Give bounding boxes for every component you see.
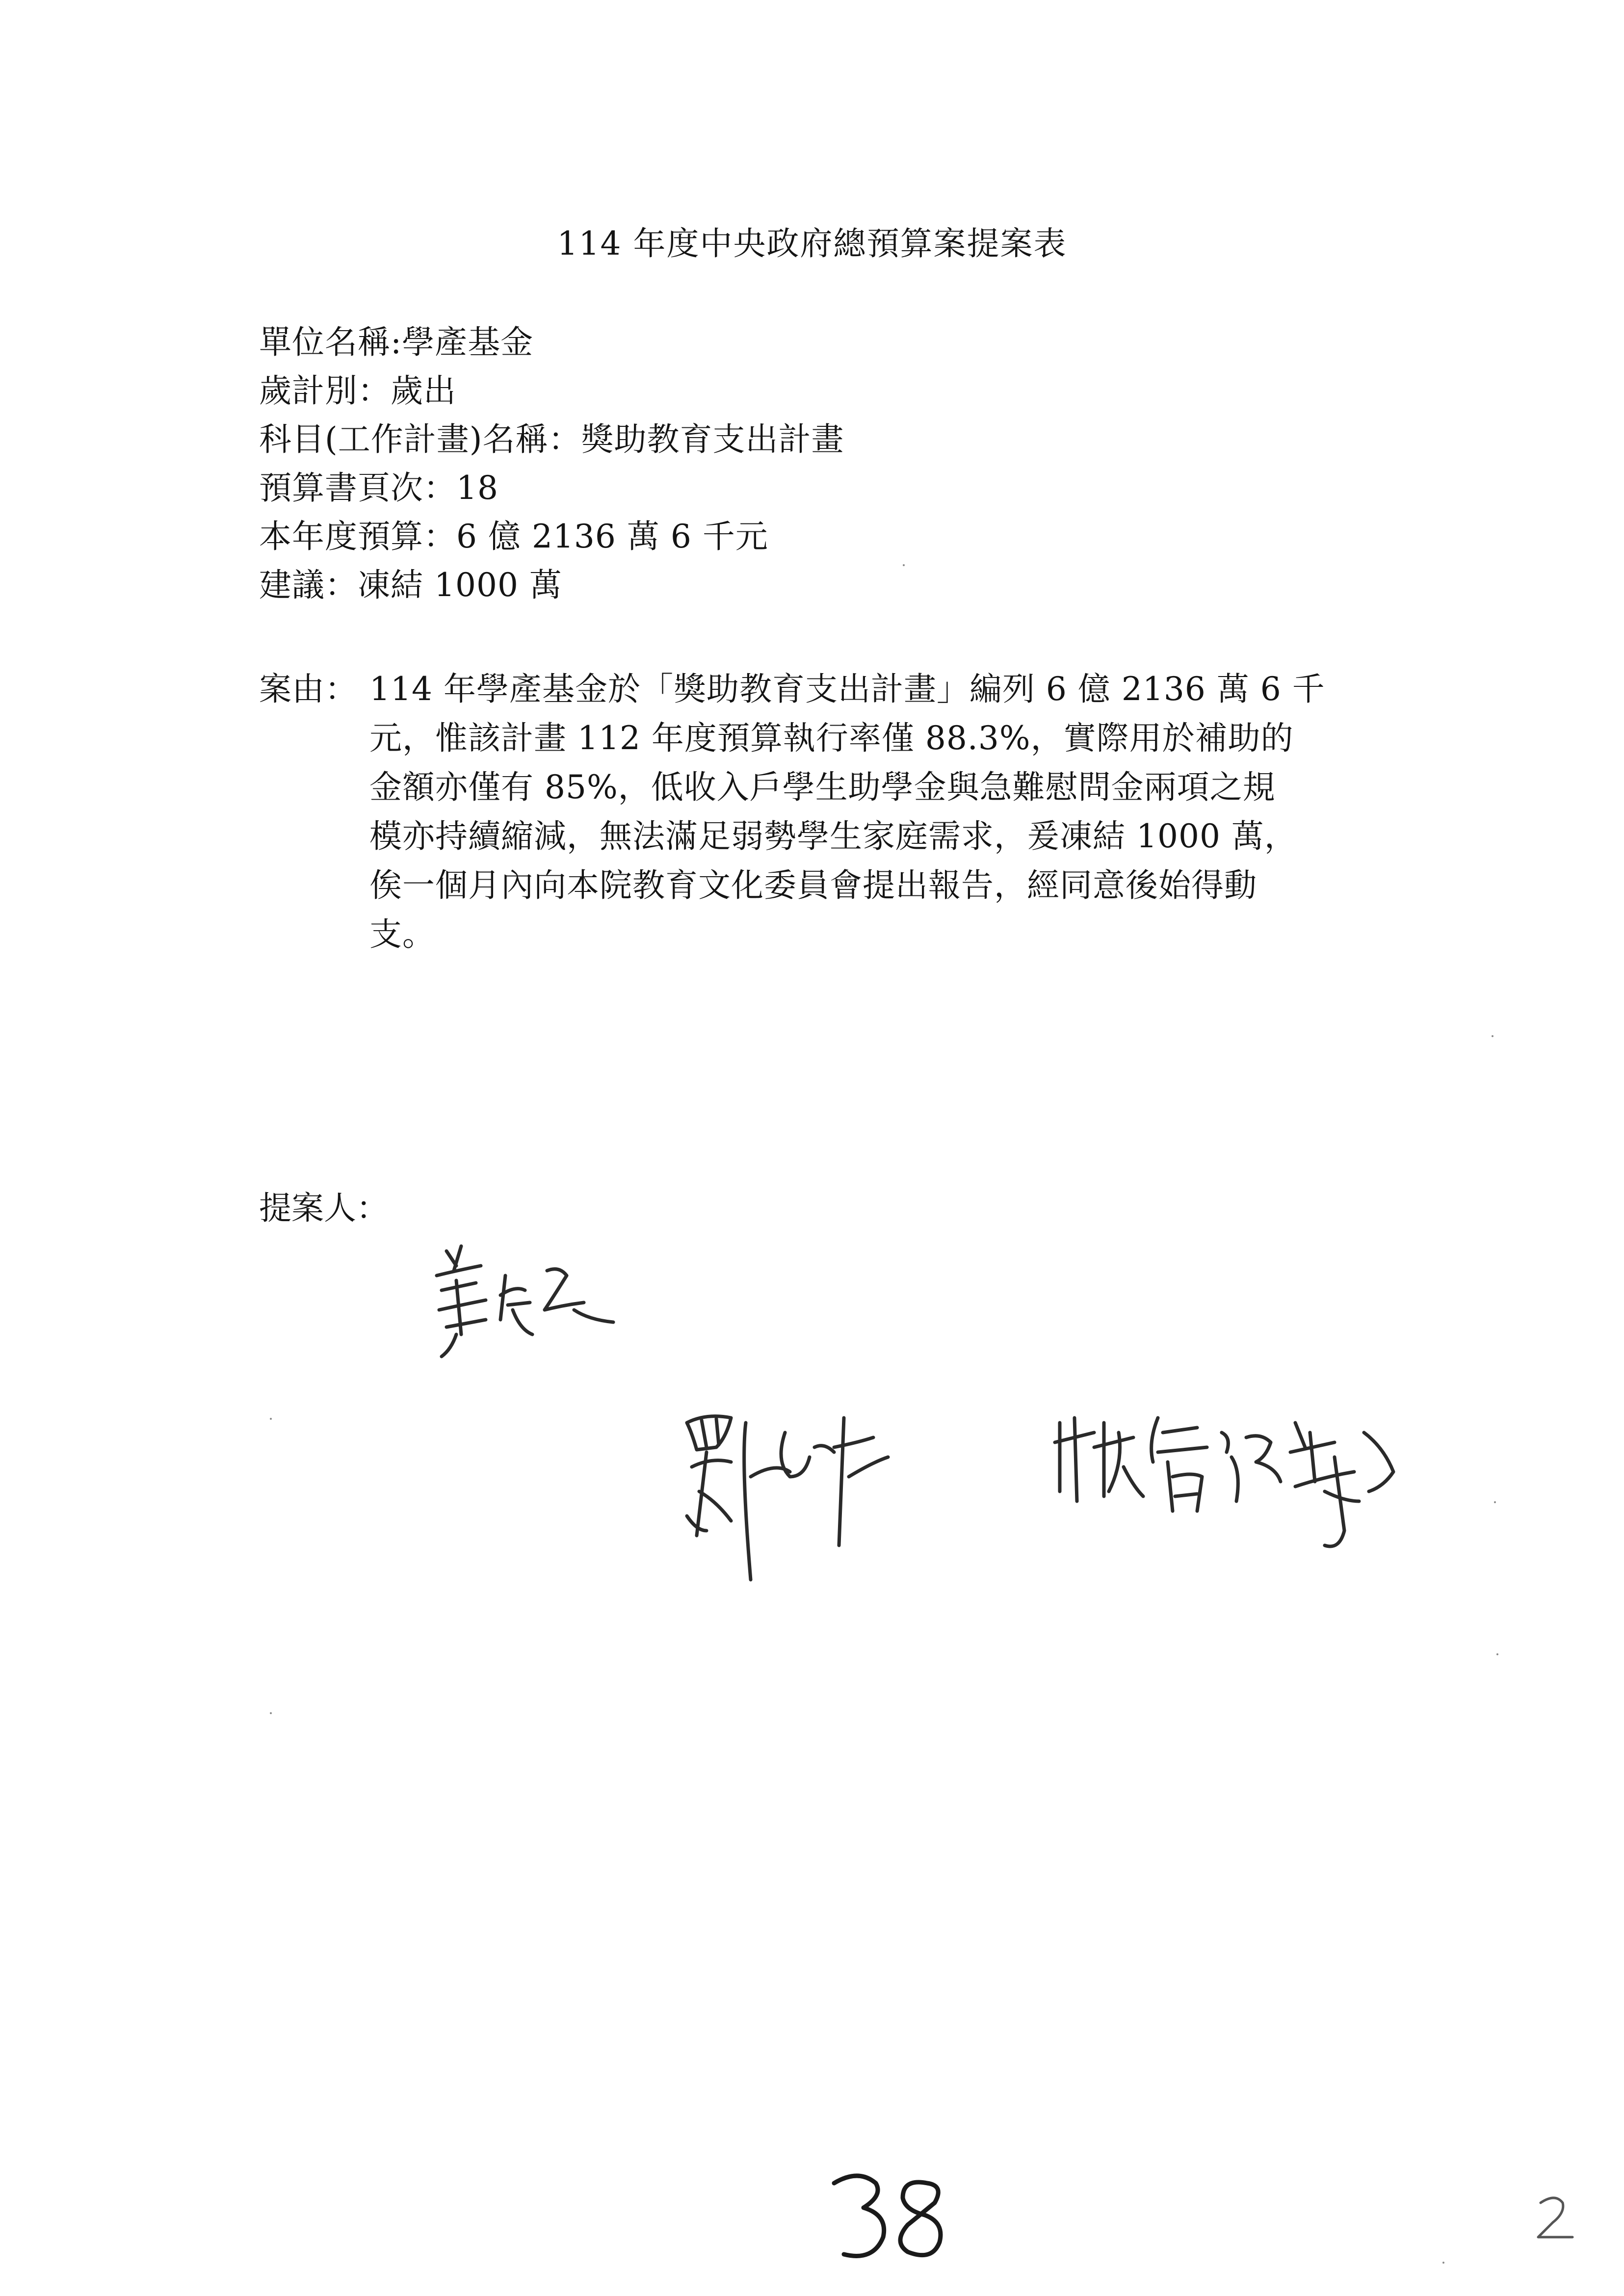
field-label: 預算書頁次：: [259, 469, 456, 507]
corner-mark: [1533, 2193, 1577, 2242]
field-value: 學產基金: [402, 323, 534, 361]
info-fields: [259, 318, 844, 609]
scan-speck: [270, 1418, 272, 1420]
field-label: 歲計別：: [259, 372, 391, 410]
scan-speck: [903, 564, 905, 566]
reason-line: 模亦持續縮減，無法滿足弱勢學生家庭需求，爰凍結 1000 萬，: [369, 817, 1297, 855]
field-value: 6 億 2136 萬 6 千元: [456, 518, 768, 555]
scan-speck: [270, 1712, 272, 1714]
field-value: 凍結 1000 萬: [358, 566, 562, 604]
field-suggestion: [259, 561, 844, 609]
field-unit-name: [259, 318, 844, 366]
signature-3: [1050, 1403, 1403, 1560]
proposer-label: 提案人：: [259, 1189, 389, 1227]
reason-label: 案由：: [259, 670, 358, 708]
field-program-name: [259, 415, 844, 464]
reason-line: 支。: [369, 915, 435, 953]
reason-line: 114 年學產基金於「獎助教育支出計畫」編列 6 億 2136 萬 6 千: [369, 670, 1325, 708]
reason-line: 元，惟該計畫 112 年度預算執行率僅 88.3%，實際用於補助的: [369, 719, 1294, 757]
field-value: 18: [456, 469, 498, 507]
reason-line: 金額亦僅有 85%，低收入戶學生助學金與急難慰問金兩項之規: [369, 768, 1276, 806]
field-label: 科目(工作計畫)名稱：: [259, 420, 581, 458]
field-fiscal-type: [259, 366, 844, 415]
scan-speck: [1442, 2262, 1444, 2264]
field-label: 本年度預算：: [259, 518, 456, 555]
signature-2: [677, 1403, 932, 1599]
field-label: 單位名稱:: [259, 323, 402, 361]
field-value: 獎助教育支出計畫: [581, 420, 844, 458]
scan-speck: [1496, 1653, 1498, 1655]
reason-line: 俟一個月內向本院教育文化委員會提出報告，經同意後始得動: [369, 866, 1257, 904]
page-title: 114 年度中央政府總預算案提案表: [557, 225, 1067, 262]
field-page-number: [259, 464, 844, 512]
signature-1: [427, 1236, 623, 1364]
field-value: 歲出: [391, 372, 456, 410]
scan-speck: [1492, 1035, 1493, 1037]
scan-speck: [1494, 1501, 1496, 1503]
reason-text: [369, 665, 1402, 959]
handwritten-page-number: [829, 2168, 957, 2267]
field-label: 建議：: [259, 566, 358, 604]
field-budget: [259, 512, 844, 561]
